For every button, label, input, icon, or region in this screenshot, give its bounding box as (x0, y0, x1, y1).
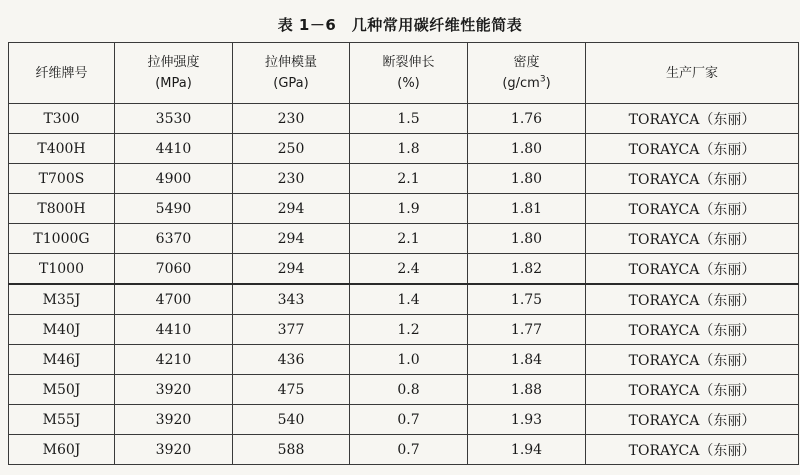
cell-grade: T400H (9, 134, 115, 164)
cell-density: 1.81 (468, 194, 586, 224)
header-tensile-modulus-unit: (GPa) (273, 76, 309, 91)
cell-manufacturer: TORAYCA（东丽） (586, 345, 799, 375)
cell-density: 1.94 (468, 435, 586, 465)
cell-elongation: 1.5 (350, 104, 468, 134)
table-row (9, 284, 799, 315)
cell-tensile-strength: 3920 (115, 435, 233, 465)
table-row (9, 134, 799, 164)
cell-grade: M40J (9, 315, 115, 345)
cell-tensile-strength: 4900 (115, 164, 233, 194)
cell-density: 1.93 (468, 405, 586, 435)
cell-tensile-strength: 4210 (115, 345, 233, 375)
header-tensile-modulus-label: 拉伸模量 (264, 55, 317, 70)
cell-tensile-modulus: 294 (233, 224, 350, 254)
cell-density: 1.88 (468, 375, 586, 405)
cell-density: 1.84 (468, 345, 586, 375)
density-unit-suffix: ) (545, 76, 551, 91)
table-row (9, 375, 799, 405)
cell-density: 1.80 (468, 134, 586, 164)
cell-manufacturer: TORAYCA（东丽） (586, 435, 799, 465)
cell-elongation: 1.2 (350, 315, 468, 345)
header-density-label: 密度 (513, 55, 540, 70)
table-row (9, 405, 799, 435)
cell-grade: T1000G (9, 224, 115, 254)
cell-density: 1.76 (468, 104, 586, 134)
cell-grade: M55J (9, 405, 115, 435)
cell-density: 1.82 (468, 254, 586, 285)
header-density (468, 43, 586, 104)
header-density-unit (468, 73, 585, 94)
cell-grade: T800H (9, 194, 115, 224)
cell-tensile-modulus: 588 (233, 435, 350, 465)
cell-manufacturer: TORAYCA（东丽） (586, 134, 799, 164)
header-grade-label: 纤维牌号 (35, 65, 88, 81)
header-manufacturer-label: 生产厂家 (665, 65, 718, 81)
table-row (9, 315, 799, 345)
cell-grade: M60J (9, 435, 115, 465)
header-tensile-strength-unit: (MPa) (155, 76, 192, 91)
cell-tensile-strength: 7060 (115, 254, 233, 285)
cell-tensile-modulus: 250 (233, 134, 350, 164)
cell-grade: M50J (9, 375, 115, 405)
cell-elongation: 0.8 (350, 375, 468, 405)
header-manufacturer (586, 43, 799, 104)
header-grade (9, 43, 115, 104)
cell-manufacturer: TORAYCA（东丽） (586, 194, 799, 224)
cell-manufacturer: TORAYCA（东丽） (586, 405, 799, 435)
cell-tensile-strength: 4410 (115, 315, 233, 345)
cell-grade: T1000 (9, 254, 115, 285)
cell-grade: T700S (9, 164, 115, 194)
cell-tensile-modulus: 230 (233, 164, 350, 194)
header-tensile-strength (115, 43, 233, 104)
header-tensile-strength-label: 拉伸强度 (147, 55, 200, 70)
header-elongation-unit: (%) (397, 76, 420, 91)
cell-tensile-modulus: 343 (233, 284, 350, 315)
cell-manufacturer: TORAYCA（东丽） (586, 254, 799, 285)
cell-elongation: 1.0 (350, 345, 468, 375)
cell-manufacturer: TORAYCA（东丽） (586, 375, 799, 405)
cell-tensile-strength: 3530 (115, 104, 233, 134)
cell-manufacturer: TORAYCA（东丽） (586, 104, 799, 134)
table-row (9, 194, 799, 224)
cell-tensile-strength: 6370 (115, 224, 233, 254)
cell-tensile-modulus: 294 (233, 254, 350, 285)
cell-elongation: 0.7 (350, 405, 468, 435)
cell-tensile-modulus: 540 (233, 405, 350, 435)
density-unit-prefix: (g/cm (502, 76, 540, 91)
cell-density: 1.80 (468, 164, 586, 194)
cell-manufacturer: TORAYCA（东丽） (586, 284, 799, 315)
table-row (9, 254, 799, 285)
cell-tensile-strength: 4410 (115, 134, 233, 164)
header-row (9, 43, 799, 104)
header-elongation (350, 43, 468, 104)
cell-density: 1.80 (468, 224, 586, 254)
cell-density: 1.75 (468, 284, 586, 315)
cell-tensile-strength: 4700 (115, 284, 233, 315)
cell-elongation: 2.1 (350, 164, 468, 194)
header-elongation-label: 断裂伸长 (382, 55, 435, 70)
cell-elongation: 0.7 (350, 435, 468, 465)
table-row (9, 104, 799, 134)
cell-tensile-strength: 3920 (115, 405, 233, 435)
cell-grade: M35J (9, 284, 115, 315)
cell-tensile-modulus: 377 (233, 315, 350, 345)
cell-tensile-strength: 3920 (115, 375, 233, 405)
cell-tensile-modulus: 436 (233, 345, 350, 375)
cell-elongation: 2.4 (350, 254, 468, 285)
cell-grade: T300 (9, 104, 115, 134)
cell-tensile-modulus: 294 (233, 194, 350, 224)
cell-manufacturer: TORAYCA（东丽） (586, 315, 799, 345)
cell-elongation: 2.1 (350, 224, 468, 254)
table-row (9, 435, 799, 465)
header-tensile-modulus (233, 43, 350, 104)
cell-elongation: 1.9 (350, 194, 468, 224)
density-unit-superscript: 3 (539, 74, 546, 85)
cell-manufacturer: TORAYCA（东丽） (586, 164, 799, 194)
table-row (9, 345, 799, 375)
cell-elongation: 1.4 (350, 284, 468, 315)
cell-grade: M46J (9, 345, 115, 375)
cell-density: 1.77 (468, 315, 586, 345)
table-row (9, 164, 799, 194)
table-title: 表 1－6 几种常用碳纤维性能简表 (277, 16, 523, 34)
cell-elongation: 1.8 (350, 134, 468, 164)
cell-tensile-modulus: 230 (233, 104, 350, 134)
cell-tensile-strength: 5490 (115, 194, 233, 224)
cell-manufacturer: TORAYCA（东丽） (586, 224, 799, 254)
cell-tensile-modulus: 475 (233, 375, 350, 405)
carbon-fiber-properties-table (8, 42, 799, 465)
table-row (9, 224, 799, 254)
